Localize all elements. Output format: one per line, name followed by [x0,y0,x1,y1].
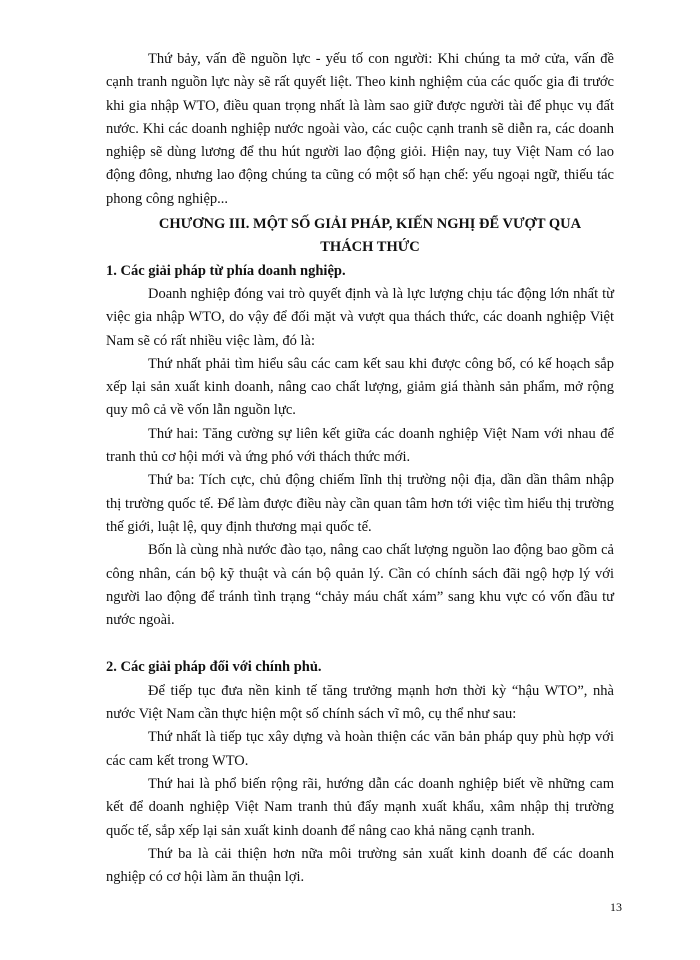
section1-paragraph: Thứ hai: Tăng cường sự liên kết giữa các doanh nghiệp Việt Nam với nhau để tranh thủ cơ hội mới và ứng phó với thách thức mới. [106,425,614,466]
page-number: 13 [610,900,622,914]
page-content [106,48,614,889]
section2-paragraph: Thứ hai là phổ biến rộng rãi, hướng dẫn các doanh nghiệp biết về những cam kết để doanh nghiệp Việt Nam tranh thủ đẩy mạnh xuất khẩu, xâm nhập thị trường quốc tế, sắp xếp lại sản xuất kinh doanh để nâng cao khả năng cạnh tranh. [106,775,614,839]
section1-paragraph: Doanh nghiệp đóng vai trò quyết định và là lực lượng chịu tác động lớn nhất từ việc gia nhập WTO, do vậy để đối mặt và vượt qua thách thức, các doanh nghiệp Việt Nam sẽ có rất nhiều việc làm, đó là: [106,285,614,349]
section2-paragraph: Thứ ba là cải thiện hơn nữa môi trường sản xuất kinh doanh để các doanh nghiệp có cơ hội làm ăn thuận lợi. [106,845,614,886]
section2-paragraph: Thứ nhất là tiếp tục xây dựng và hoàn thiện các văn bản pháp quy phù hợp với các cam kết trong WTO. [106,729,614,769]
section1-paragraph: Thứ ba: Tích cực, chủ động chiếm lĩnh thị trường nội địa, dần dần thâm nhập thị trường quốc tế. Để làm được điều này cần quan tâm hơn tới việc tìm hiểu thị trường thế giới, luật lệ, quy định thương mại quốc tế. [106,472,614,535]
section-heading-2: 2. Các giải pháp đối với chính phủ. [106,659,322,676]
chapter-title: CHƯƠNG III. MỘT SỐ GIẢI PHÁP, KIẾN NGHỊ ĐỂ VƯỢT QUA THÁCH THỨC [158,216,582,256]
section1-paragraph: Bốn là cùng nhà nước đào tạo, nâng cao chất lượng nguồn lao động bao gồm cả công nhân, cán bộ kỹ thuật và cán bộ quản lý. Cần có chính sách đãi ngộ hợp lý với người lao động để tránh tình trạng “chảy máu chất xám” sang khu vực có vốn đầu tư nước ngoài. [106,542,614,629]
section-heading-1: 1. Các giải pháp từ phía doanh nghiệp. [106,262,346,279]
section-spacer [106,632,614,656]
section1-paragraph: Thứ nhất phải tìm hiểu sâu các cam kết sau khi được công bố, có kế hoạch sắp xếp lại sản xuất kinh doanh, nâng cao chất lượng, giảm giá thành sản phẩm, mở rộng quy mô cả về vốn lẫn nguồn lực. [106,355,614,419]
paragraph-intro: Thứ bảy, vấn đề nguồn lực - yếu tố con người: Khi chúng ta mở cửa, vấn đề cạnh tranh nguồn lực này sẽ rất quyết liệt. Theo kinh nghiệm của các quốc gia đi trước khi gia nhập WTO, điều quan trọng nhất là làm sao giữ được người tài để phục vụ đất nước. Khi các doanh nghiệp nước ngoài vào, các cuộc cạnh tranh sẽ diễn ra, các doanh nghiệp sẽ dùng lương để thu hút người lao động giỏi. Hiện nay, tuy Việt Nam có lao động đông, nhưng lao động chúng ta cũng có một số hạn chế: yếu ngoại ngữ, thiếu tác phong công nghiệp... [106,51,614,207]
section2-paragraph: Để tiếp tục đưa nền kinh tế tăng trưởng mạnh hơn thời kỳ “hậu WTO”, nhà nước Việt Nam cần thực hiện một số chính sách vĩ mô, cụ thể như sau: [106,682,614,723]
